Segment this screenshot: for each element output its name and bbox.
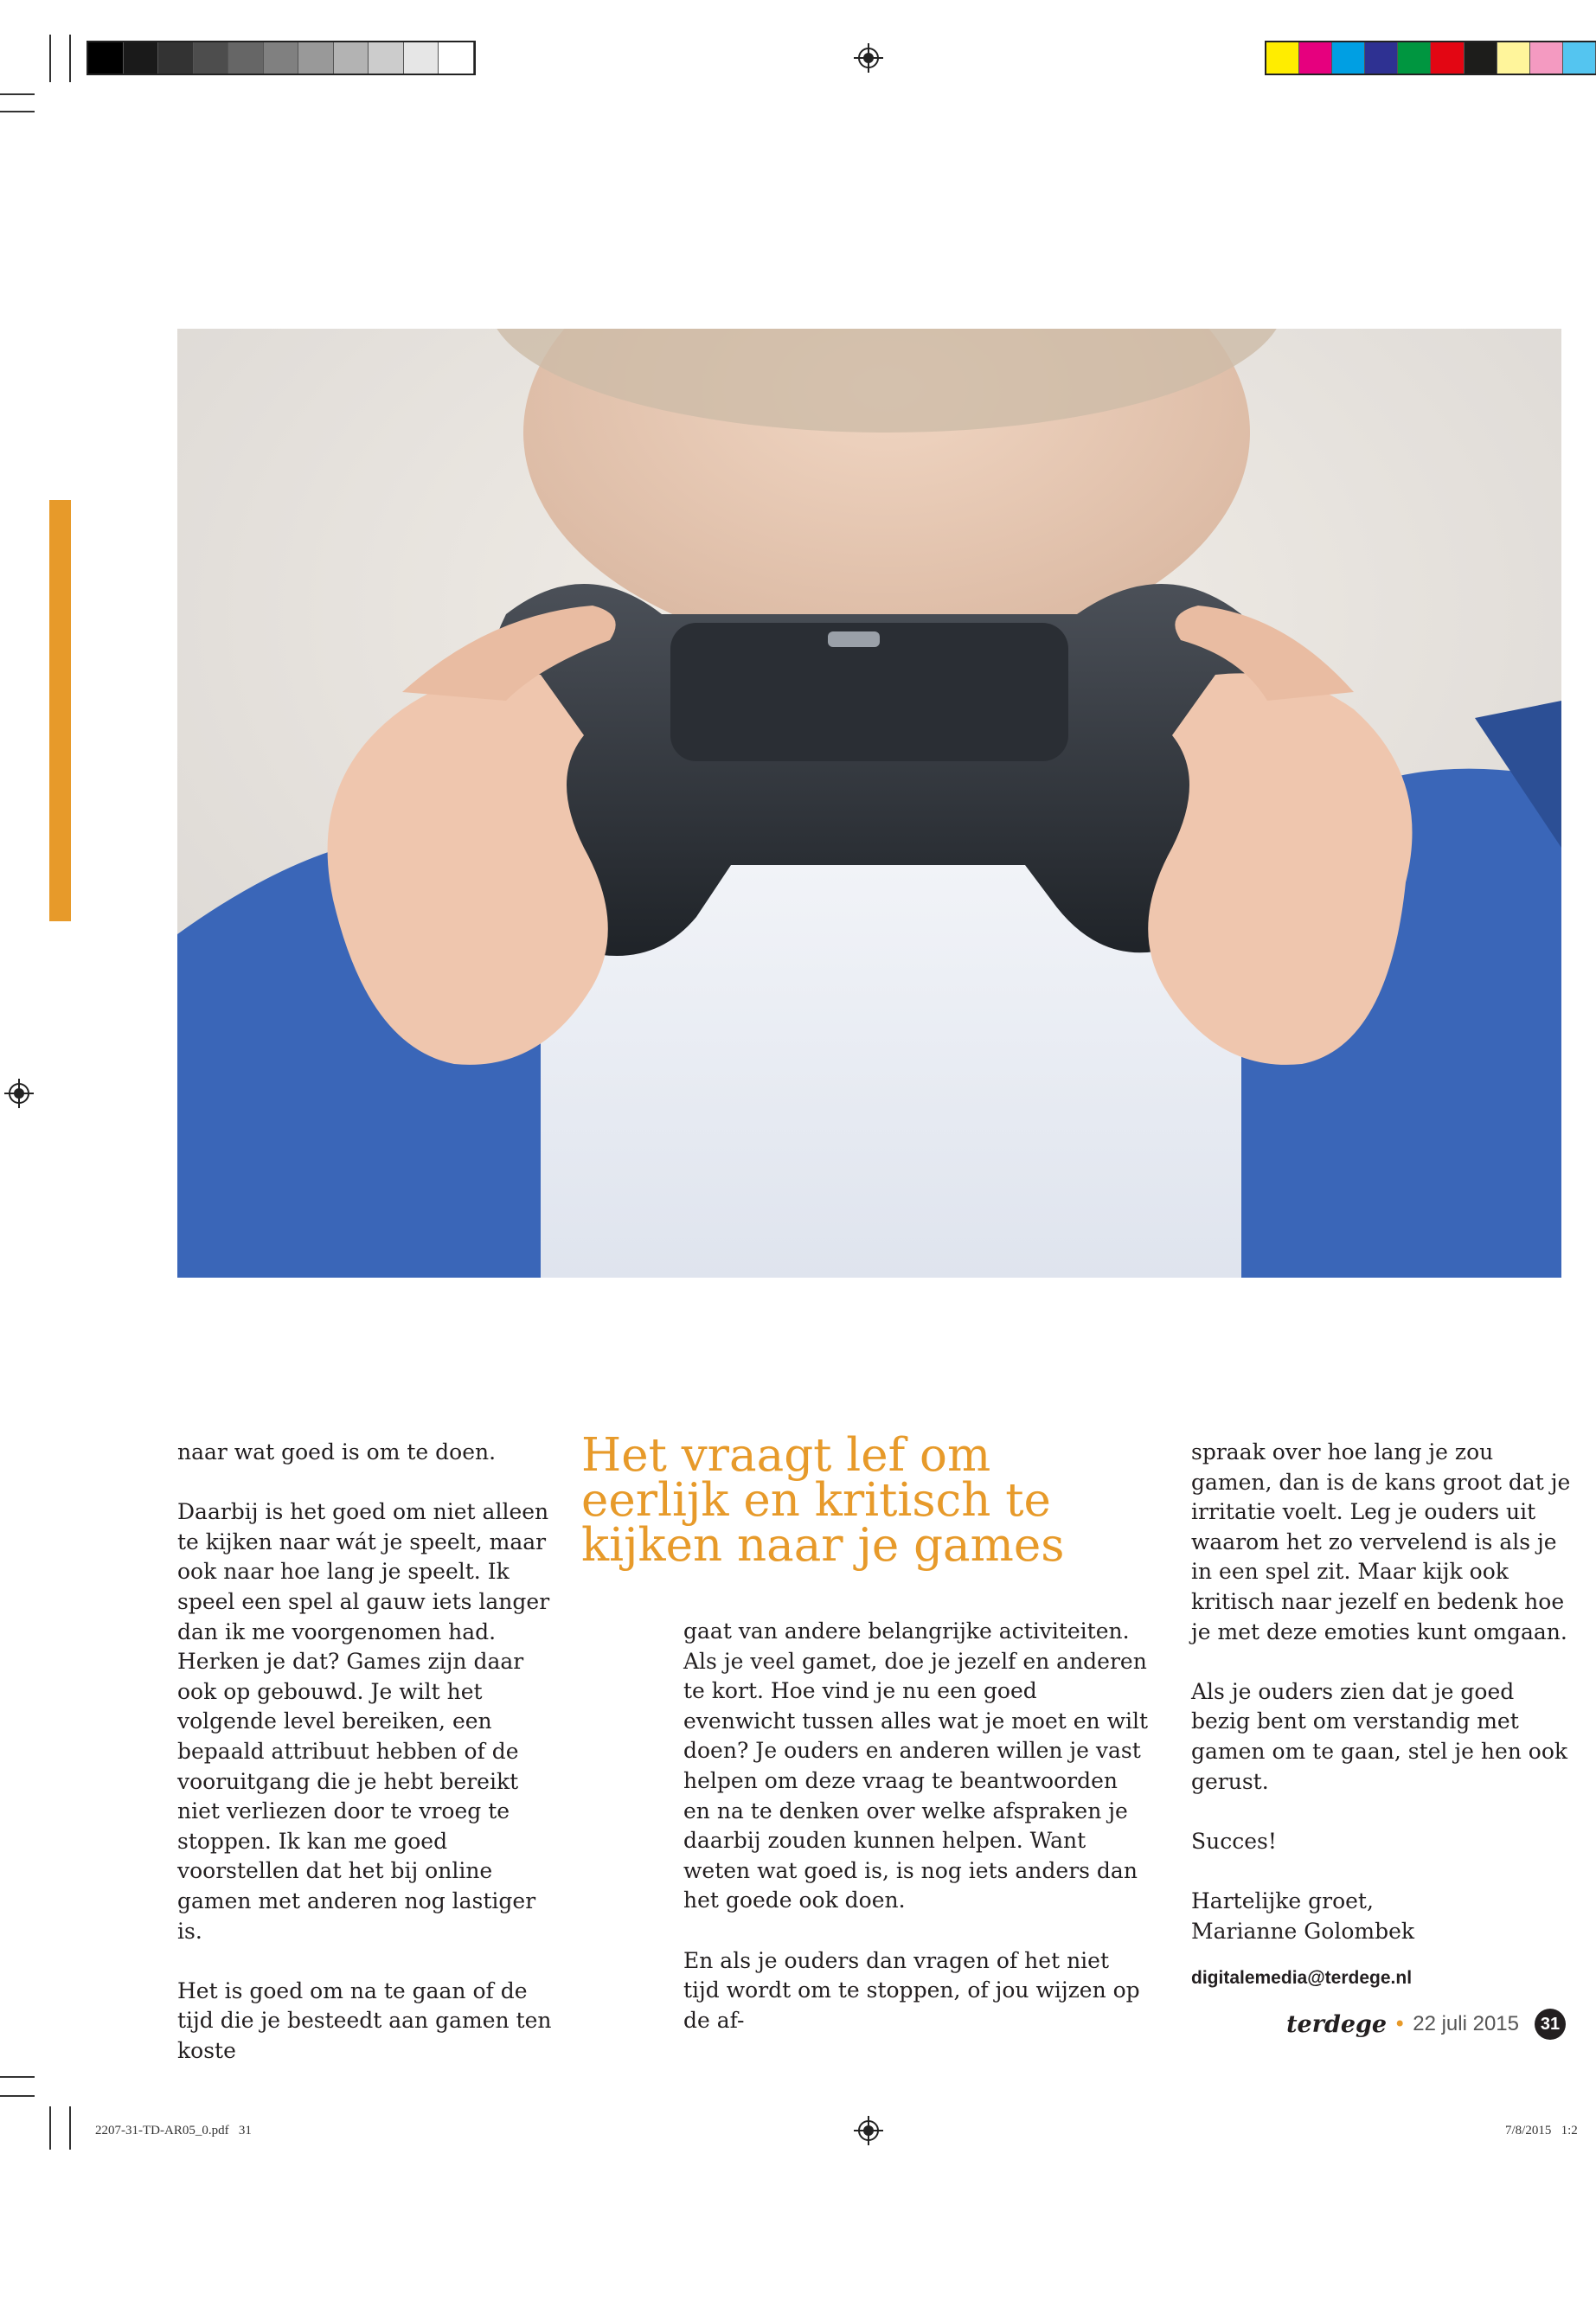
paragraph: gaat van andere belangrijke activiteiten. Als je veel gamet, doe je jezelf en anderen te kort. Hoe vind je nu een goed evenwicht tussen alles wat je moet en wilt doen? Je ouders en anderen willen je vast helpen om deze vraag te beantwoorden en na te denken over welke afspraken je daarbij zouden kunnen helpen. Want weten wat goed is, is nog iets anders dan het goede ook doen.: [683, 1618, 1149, 1913]
gray-swatch: [264, 42, 299, 74]
boy-with-game-controller-icon: [177, 329, 1561, 1278]
crop-mark: [0, 2076, 35, 2078]
gray-swatch: [334, 42, 369, 74]
crop-mark: [69, 2106, 71, 2150]
author-name: Marianne Golombek: [1191, 1918, 1415, 1944]
process-color-bar: [1265, 41, 1596, 75]
print-slug-filename: 2207-31-TD-AR05_0.pdf 31: [95, 2124, 252, 2138]
gray-swatch: [158, 42, 194, 74]
issue-date: 22 juli 2015: [1413, 2012, 1519, 2035]
gray-swatch: [404, 42, 439, 74]
article-column-3: [1191, 1438, 1572, 1994]
gray-swatch: [88, 42, 124, 74]
crop-mark: [0, 93, 35, 95]
paragraph: Als je ouders zien dat je goed bezig bent om verstandig met gamen om te gaan, stel je hen ook gerust.: [1191, 1678, 1568, 1794]
process-color-swatch: [1365, 42, 1398, 74]
article-column-2: [683, 1617, 1151, 2066]
process-color-swatch: [1266, 42, 1299, 74]
magazine-logo: terdege: [1286, 2010, 1388, 2038]
crop-mark: [49, 2106, 51, 2150]
gray-swatch: [439, 42, 474, 74]
process-color-swatch: [1465, 42, 1497, 74]
signature-block: [1191, 1887, 1572, 1946]
process-color-swatch: [1431, 42, 1464, 74]
article-photo: [177, 329, 1561, 1278]
paragraph: naar wat goed is om te doen.: [177, 1439, 497, 1465]
crop-mark: [0, 111, 35, 112]
page-footer: [1246, 2007, 1566, 2041]
gray-swatch: [228, 42, 264, 74]
crop-mark: [0, 2095, 35, 2097]
registration-mark-icon: [854, 2116, 883, 2145]
greeting: Hartelijke groet,: [1191, 1888, 1374, 1913]
crop-mark: [49, 35, 51, 82]
grayscale-color-bar: [87, 41, 476, 75]
contact-email[interactable]: digitalemedia@terdege.nl: [1191, 1968, 1413, 1989]
pull-quote: Het vraagt lef om eerlijk en kritisch te kijken naar je games: [581, 1429, 1065, 1572]
process-color-swatch: [1497, 42, 1530, 74]
crop-mark: [69, 35, 71, 82]
accent-side-bar: [49, 500, 71, 921]
paragraph: Het is goed om na te gaan of de tijd die je besteedt aan gamen ten koste: [177, 1977, 552, 2063]
process-color-swatch: [1530, 42, 1563, 74]
gray-swatch: [194, 42, 229, 74]
gray-swatch: [298, 42, 334, 74]
sign-off: Succes!: [1191, 1828, 1277, 1854]
paragraph: spraak over hoe lang je zou gamen, dan is de kans groot dat je irritatie voelt. Leg je ouders uit waarom het zo vervelend is als je in een spel zit. Maar kijk ook kritisch naar jezelf en bedenk hoe je met deze emoties kunt omgaan.: [1191, 1439, 1571, 1644]
gray-swatch: [369, 42, 404, 74]
process-color-swatch: [1398, 42, 1431, 74]
registration-mark-icon: [854, 43, 883, 73]
paragraph: Daarbij is het goed om niet alleen te kijken naar wát je speelt, maar ook naar hoe lang je speelt. Ik speel een spel al gauw iets langer dan ik me voorgenomen had. Herken je dat? Games zijn daar ook op gebouwd. Je wilt het volgende level bereiken, een bepaald attribuut hebben of de vooruitgang die je hebt bereikt niet verliezen door te vroeg te stoppen. Ik kan me goed voorstellen dat het bij online gamen met anderen nog lastiger is.: [177, 1499, 550, 1944]
page-number: 31: [1535, 2009, 1566, 2040]
process-color-swatch: [1299, 42, 1332, 74]
process-color-swatch: [1332, 42, 1365, 74]
gray-swatch: [124, 42, 159, 74]
process-color-swatch: [1563, 42, 1596, 74]
footer-separator: •: [1394, 2012, 1407, 2036]
registration-mark-icon: [4, 1079, 34, 1108]
print-slug-timestamp: 7/8/2015 1:2: [1505, 2124, 1578, 2138]
article-column-1: [177, 1438, 558, 2096]
paragraph: En als je ouders dan vragen of het niet tijd wordt om te stoppen, of jou wijzen op de af-: [683, 1947, 1140, 2033]
